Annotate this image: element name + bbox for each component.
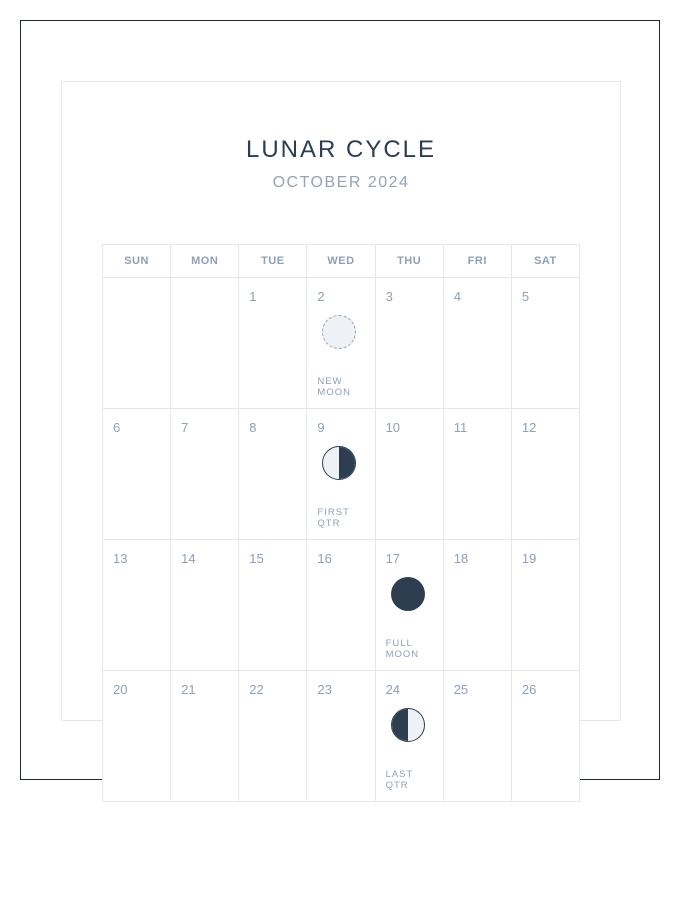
day-cell xyxy=(307,278,375,409)
day-cell xyxy=(376,409,444,540)
day-number: 25 xyxy=(453,682,469,697)
day-number: 3 xyxy=(385,289,393,304)
day-cell xyxy=(376,278,444,409)
empty-day-cell xyxy=(171,278,239,409)
phase-label: FULL MOON xyxy=(385,638,420,660)
moon-shadow xyxy=(392,709,408,741)
weekday-header-mon: MON xyxy=(171,245,239,278)
phase-label: LAST QTR xyxy=(385,769,414,791)
day-cell xyxy=(103,409,171,540)
weekday-header-fri: FRI xyxy=(444,245,512,278)
weekday-header-thu: THU xyxy=(376,245,444,278)
first-quarter-icon xyxy=(322,446,356,480)
day-number: 5 xyxy=(521,289,530,304)
day-number: 20 xyxy=(113,682,128,697)
day-number: 1 xyxy=(249,289,257,304)
empty-day-cell xyxy=(103,278,171,409)
day-cell xyxy=(239,409,307,540)
day-number: 24 xyxy=(385,682,401,697)
day-number: 26 xyxy=(521,682,537,697)
weekday-header-wed: WED xyxy=(307,245,375,278)
phase-label: FIRST QTR xyxy=(317,507,350,529)
day-cell xyxy=(512,278,580,409)
day-cell xyxy=(239,671,307,802)
day-cell xyxy=(512,671,580,802)
day-number: 4 xyxy=(453,289,461,304)
day-cell xyxy=(103,671,171,802)
moon-shadow xyxy=(339,447,355,479)
day-cell xyxy=(171,540,239,671)
day-number: 16 xyxy=(317,551,332,566)
day-number: 17 xyxy=(385,551,401,566)
day-number: 14 xyxy=(181,551,196,566)
day-number: 9 xyxy=(317,420,325,435)
day-number: 7 xyxy=(181,420,189,435)
day-cell xyxy=(239,278,307,409)
day-number: 21 xyxy=(181,682,196,697)
day-number: 10 xyxy=(385,420,401,435)
day-cell xyxy=(307,409,375,540)
calendar-grid xyxy=(102,244,580,802)
day-cell xyxy=(103,540,171,671)
last-quarter-icon xyxy=(391,708,425,742)
day-number: 11 xyxy=(453,420,468,435)
day-number: 18 xyxy=(453,551,469,566)
full-moon-icon xyxy=(391,577,425,611)
day-number: 13 xyxy=(113,551,128,566)
weekday-header-sat: SAT xyxy=(512,245,580,278)
day-number: 12 xyxy=(521,420,537,435)
day-cell xyxy=(307,540,375,671)
page-title: LUNAR CYCLE xyxy=(245,136,437,163)
month-subtitle: OCTOBER 2024 xyxy=(272,174,410,191)
day-cell xyxy=(512,540,580,671)
day-cell xyxy=(239,540,307,671)
day-number: 2 xyxy=(317,289,325,304)
day-cell xyxy=(444,409,512,540)
day-cell xyxy=(444,540,512,671)
day-cell xyxy=(376,671,444,802)
day-cell xyxy=(444,278,512,409)
day-number: 22 xyxy=(249,682,264,697)
weekday-header-sun: SUN xyxy=(103,245,171,278)
day-number: 8 xyxy=(249,420,257,435)
day-number: 23 xyxy=(317,682,332,697)
day-cell xyxy=(512,409,580,540)
day-cell xyxy=(307,671,375,802)
new-moon-icon xyxy=(322,315,356,349)
day-cell xyxy=(444,671,512,802)
day-number: 6 xyxy=(113,420,121,435)
weekday-header-tue: TUE xyxy=(239,245,307,278)
day-cell xyxy=(171,671,239,802)
day-number: 19 xyxy=(521,551,537,566)
phase-label: NEW MOON xyxy=(317,376,351,398)
day-cell xyxy=(171,409,239,540)
day-cell xyxy=(376,540,444,671)
day-number: 15 xyxy=(249,551,264,566)
